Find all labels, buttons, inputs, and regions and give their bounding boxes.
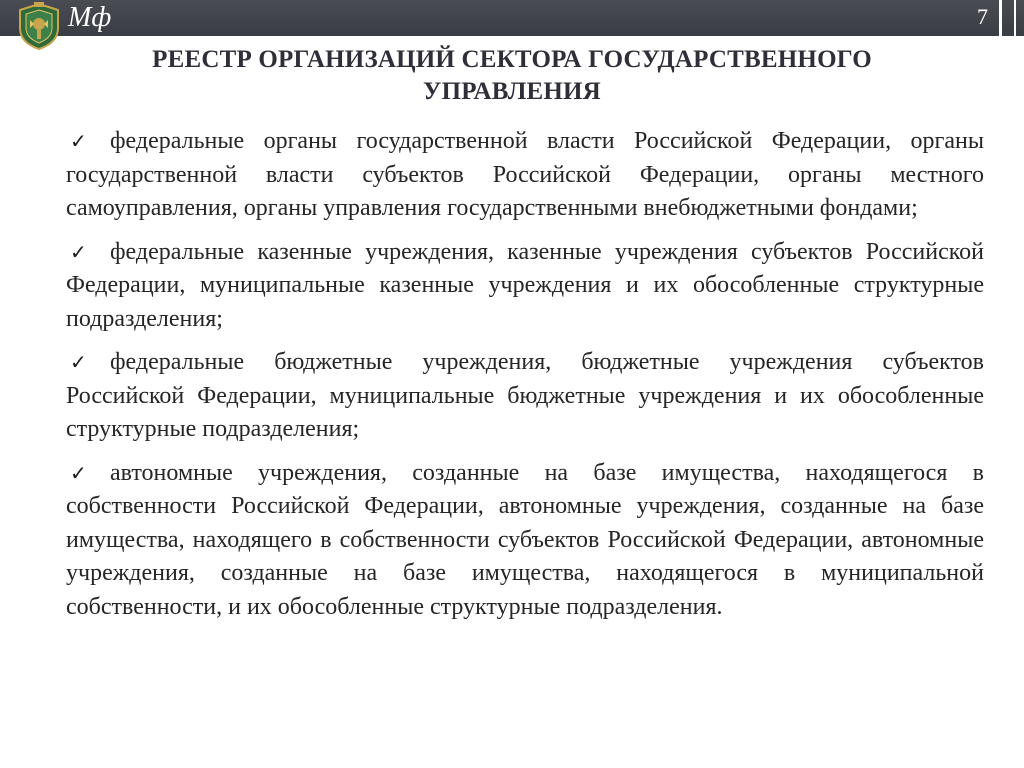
checkmark-icon: ✓ [70,239,87,264]
list-item-text: федеральные бюджетные учреждения, бюджетные учреждения субъектов Российской Федерации, муниципальные бюджетные учреждения и их обособленные структурные подразделения; [66,349,984,442]
top-bar-edge [999,0,1002,36]
list-item [66,346,984,447]
checkmark-icon: ✓ [70,460,87,485]
bullet-list [66,125,984,634]
top-bar [0,0,1024,36]
top-bar-edge-thin [1014,0,1016,36]
logo-text: Мф [68,2,112,33]
slide-title: РЕЕСТР ОРГАНИЗАЦИЙ СЕКТОРА ГОСУДАРСТВЕННОГО УПРАВЛЕНИЯ [152,46,872,105]
ministry-emblem-icon [16,2,62,50]
list-item-text: федеральные казенные учреждения, казенные учреждения субъектов Российской Федерации, муниципальные казенные учреждения и их обособленные структурные подразделения; [66,238,984,332]
list-item [66,125,984,226]
checkmark-icon: ✓ [70,350,87,374]
list-item [66,236,984,337]
list-item [66,457,984,625]
list-item-text: федеральные органы государственной власти Российской Федерации, органы государственной власти субъектов Российской Федерации, органы местного самоуправления, органы управления государственными внебюджетными фондами; [66,128,984,221]
list-item-text: автономные учреждения, созданные на базе имущества, находящегося в собственности Российской Федерации, автономные учреждения, созданные на базе имущества, находящего в собственности субъектов Российской Федерации, автономные учреждения, созданные на базе имущества, находящегося в муниципальной собственности, и их обособленные структурные подразделения. [66,459,984,620]
page-number: 7 [977,4,988,29]
checkmark-icon: ✓ [70,129,87,153]
